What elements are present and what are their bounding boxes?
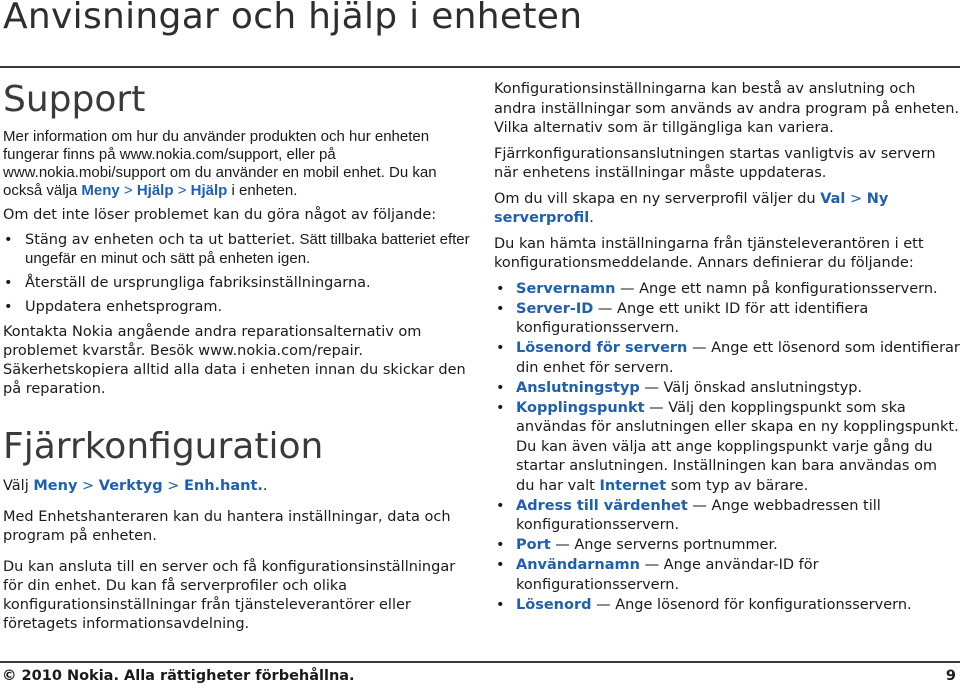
list-item (3, 274, 473, 293)
option-term-internet[interactable]: Internet (599, 477, 667, 494)
list-item (494, 399, 960, 497)
option-desc: — Ange ett lösenord som identifierar din enhet för servern. (516, 340, 960, 376)
menu-separator: > (119, 182, 137, 199)
config-paragraph-3 (494, 190, 960, 229)
option-desc: — Ange webbadressen till konfigurationsservern. (516, 497, 881, 533)
menu-separator: > (162, 478, 184, 494)
support-intro-text: Mer information om hur du använder produkten och hur enheten fungerar finns på www.nokia.com/support, eller på www.nokia.mobi/support om du använder en mobil enhet. Du kan också välja (3, 128, 437, 199)
menu-link-hjalp-sub[interactable]: Hjälp (190, 182, 228, 199)
option-term[interactable]: Server-ID (516, 300, 594, 317)
option-desc: — Ange ett unikt ID för att identifiera konfigurationsservern. (516, 300, 869, 336)
support-contact: Kontakta Nokia angående andra reparationsalternativ om problemet kvarstår. Besök www.nokia.com/repair. Säkerhetskopiera alltid alla data i enheten innan du skickar den på reparation. (3, 324, 466, 397)
option-term[interactable]: Användarnamn (516, 557, 640, 573)
menu-link-val[interactable]: Val (820, 190, 846, 207)
menu-link-hjalp[interactable]: Hjälp (136, 182, 174, 199)
menu-link-meny[interactable]: Meny (81, 182, 120, 199)
option-desc: — Ange serverns portnummer. (550, 537, 778, 553)
option-term[interactable]: Lösenord för servern (516, 340, 688, 356)
fjarr-paragraph-2: Du kan ansluta till en server och få konfigurationsinställningar för din enhet. Du kan få serverprofiler och olika konfigurationsinställningar från tjänsteleverantörer eller företagets informationsavdelning. (3, 559, 456, 632)
bullet-icon: • (4, 275, 13, 291)
option-term[interactable]: Adress till värdenhet (516, 497, 688, 514)
config-options-list (494, 280, 960, 616)
option-term[interactable]: Kopplingspunkt (516, 399, 645, 416)
fjarr-paragraph-1: Med Enhetshanteraren kan du hantera inställningar, data och program på enheten. (3, 509, 451, 544)
page-title: Anvisningar och hjälp i enheten (3, 0, 583, 37)
step-text: Sätt tillbaka batteriet efter ungefär en minut och sätt på enheten igen. (25, 231, 470, 267)
step-text: Stäng av enheten och ta ut batteriet. (25, 232, 296, 248)
copyright-footer: © 2010 Nokia. Alla rättigheter förbehållna. (2, 668, 355, 684)
p3-prefix: Om du vill skapa en ny serverprofil väljer du (494, 190, 821, 207)
left-column (3, 80, 473, 634)
option-term[interactable]: Lösenord (516, 596, 592, 613)
menu-link-ny-serverprofil[interactable]: Ny serverprofil (494, 190, 889, 226)
right-column (494, 80, 960, 616)
support-intro-end: i enheten. (227, 182, 298, 199)
menu-separator: > (173, 182, 191, 199)
select-prefix: Välj (3, 478, 34, 494)
support-intro (3, 128, 473, 200)
fjarr-heading: Fjärrkonfiguration (3, 426, 324, 467)
bullet-icon: • (496, 300, 505, 317)
bullet-icon: • (496, 379, 505, 396)
menu-link-enh-hant[interactable]: Enh.hant. (183, 478, 263, 494)
bullet-icon: • (4, 299, 13, 315)
bullet-icon: • (496, 596, 505, 613)
config-paragraph-1: Konfigurationsinställningarna kan bestå av anslutning och andra inställningar som används av andra program på enheten. Vilka alternativ som är tillgängliga kan variera. (494, 81, 960, 136)
list-item (494, 497, 960, 536)
bullet-icon: • (4, 232, 13, 248)
config-paragraph-4: Du kan hämta inställningarna från tjänsteleverantören i ett konfigurationsmeddelande. Annars definierar du följande: (494, 235, 924, 271)
option-term[interactable]: Servernamn (516, 280, 616, 297)
list-item (494, 280, 960, 300)
option-desc: — Ange användar-ID för konfigurationsservern. (516, 557, 819, 593)
option-desc: — Välj den kopplingspunkt som ska användas för anslutningen eller skapa en ny kopplingspunkt. Du kan även välja att ange kopplingspunkt varje gång du startar anslutningen. Inställningen kan bara användas om du har valt (516, 399, 959, 494)
bullet-icon: • (496, 399, 505, 416)
support-if-text: Om det inte löser problemet kan du göra något av följande: (3, 207, 437, 223)
list-item (494, 300, 960, 339)
list-item (494, 596, 960, 616)
option-term[interactable]: Port (516, 537, 551, 553)
fjarr-select-path (3, 477, 473, 496)
select-suffix: . (262, 478, 268, 494)
option-desc: — Välj önskad anslutningstyp. (639, 379, 863, 396)
list-item (494, 556, 960, 595)
bullet-icon: • (496, 280, 505, 297)
option-desc: — Ange ett namn på konfigurationsservern. (615, 280, 938, 297)
menu-separator: > (845, 190, 867, 207)
config-paragraph-2: Fjärrkonfigurationsanslutningen startas vanligtvis av servern när enhetens inställningar måste uppdateras. (494, 145, 936, 181)
list-item (3, 231, 473, 269)
step-text: Uppdatera enhetsprogram. (25, 299, 223, 315)
bullet-icon: • (496, 340, 505, 356)
top-divider (0, 66, 960, 68)
list-item (494, 379, 960, 399)
bullet-icon: • (496, 497, 505, 514)
bullet-icon: • (496, 557, 505, 573)
option-desc: — Ange lösenord för konfigurationsservern. (591, 596, 912, 613)
option-term[interactable]: Anslutningstyp (516, 379, 640, 396)
bullet-icon: • (496, 537, 505, 553)
page-number: 9 (945, 668, 956, 684)
support-steps-list (3, 231, 473, 317)
p3-suffix: . (589, 210, 594, 226)
step-text: Återställ de ursprungliga fabriksinställningarna. (25, 275, 371, 291)
menu-link-meny[interactable]: Meny (33, 478, 78, 494)
bottom-divider (0, 661, 960, 663)
list-item (494, 536, 960, 556)
list-item (494, 339, 960, 378)
list-item (3, 298, 473, 317)
menu-separator: > (77, 478, 99, 494)
option-desc: som typ av bärare. (666, 477, 809, 494)
menu-link-verktyg[interactable]: Verktyg (98, 478, 163, 494)
support-heading: Support (3, 79, 146, 120)
